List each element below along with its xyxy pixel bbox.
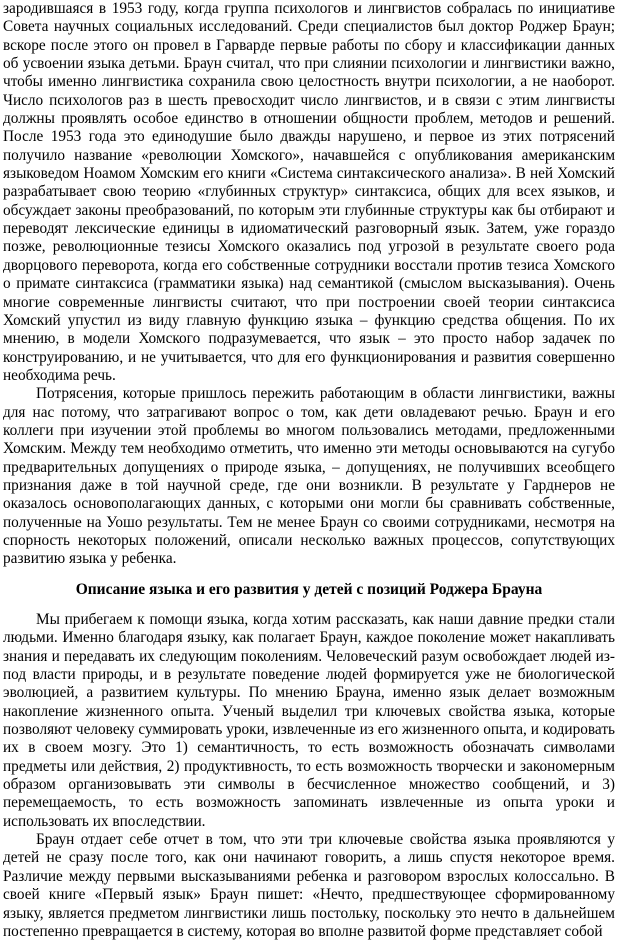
section-heading: Описание языка и его развития у детей с позиций Роджера Брауна <box>75 580 543 598</box>
paragraph-3: Мы прибегаем к помощи языка, когда хотим рассказать, как наши давние предки стали людьми. Именно благодаря языку, как полагает Браун, каждое поколение может накапливать знания и передавать их следующим поколениям. Человеческий разум освобождает людей из-под власти природы, и в результате поведение людей формируется уже не биологической эволюцией, а развитием культуры. По мнению Брауна, именно язык делает возможным накопление жизненного опыта. Ученый выделил три ключевых свойства языка, которые позволяют человеку суммировать уроки, извлеченные из его жизненного опыта, и кодировать их в своем мозгу. Это 1) семантичность, то есть возможность обозначать символами предметы или действия, 2) продуктивность, то есть возможность творчески и закономерным образом организовывать эти символы в бесчисленное множество сообщений, и 3) перемещаемость, то есть возможность запоминать извлеченные из опыта уроки и использовать их впоследствии. <box>3 611 615 830</box>
document-page <box>3 0 615 941</box>
paragraph-1: зародившаяся в 1953 году, когда группа психологов и лингвистов собралась по инициативе Совета научных социальных исследований. Среди специалистов был доктор Роджер Браун; вскоре после этого он провел в Гарварде первые работы по сбору и классификации данных об усвоении языка детьми. Браун считал, что при слиянии психологии и лингвистики важно, чтобы именно лингвистика сохранила свою целостность внутри психологии, а не наоборот. Число психологов раз в шесть превосходит число лингвистов, и в связи с этим лингвисты должны проявлять особое единство в отношении общности проблем, методов и решений. После 1953 года это единодушие было дважды нарушено, и первое из этих потрясений получило название «революции Хомского», начавшейся с опубликования американским языковедом Ноамом Хомским его книги «Система синтаксического анализа». В ней Хомский разрабатывает свою теорию «глубинных структур» синтаксиса, общих для всех языков, и обсуждает законы преобразований, по которым эти глубинные структуры как бы отбирают и переводят лексические единицы в идиоматический разговорный язык. Затем, уже гораздо позже, революционные тезисы Хомского оказались под угрозой в результате своего рода дворцового переворота, когда его собственные сотрудники восстали против тезиса Хомского о примате синтаксиса (грамматики языка) над семантикой (смыслом высказывания). Очень многие современные лингвисты считают, что при построении своей теории синтаксиса Хомский упустил из виду главную функцию языка – функцию средства общения. По их мнению, в модели Хомского подразумевается, что язык – это просто набор задачек по конструированию, и не учитывается, что для его функционирования и развития совершенно необходима речь. <box>3 0 615 384</box>
paragraph-2: Потрясения, которые пришлось пережить работающим в области лингвистики, важны для нас потому, что затрагивают вопрос о том, как дети овладевают речью. Браун и его коллеги при изучении этой проблемы во многом пользовались методами, предложенными Хомским. Между тем необходимо отметить, что именно эти методы основываются на сугубо предварительных допущениях о природе языка, – допущениях, не получивших всеобщего признания даже в той научной среде, где они возникли. В результате у Гарднеров не оказалось основополагающих данных, с которыми они могли бы сравнивать собственные, полученные на Уошо результаты. Тем не менее Браун со своими сотрудниками, несмотря на спорность некоторых положений, описали несколько важных процессов, сопутствующих развитию языка у ребенка. <box>3 385 615 568</box>
paragraph-4: Браун отдает себе отчет в том, что эти три ключевые свойства языка проявляются у детей не сразу после того, как они начинают говорить, а лишь спустя некоторое время. Различие между первыми высказываниями ребенка и разговором взрослых колоссально. В своей книге «Первый язык» Браун пишет: «Нечто, предшествующее сформированному языку, является предметом лингвистики лишь постольку, поскольку это нечто в дальнейшем постепенно превращается в систему, которая во вполне развитой форме представляет собой <box>3 831 615 940</box>
